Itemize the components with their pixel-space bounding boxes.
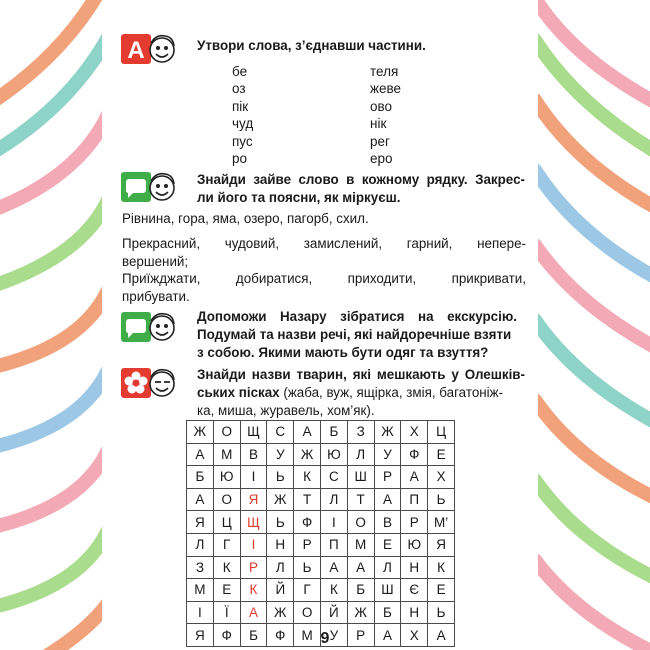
icon-letter: A xyxy=(127,37,145,64)
grid-cell[interactable]: Ю xyxy=(401,533,428,556)
grid-cell[interactable]: Ю xyxy=(213,466,240,489)
word-part: оз xyxy=(232,81,246,97)
task2-instruction-line2: ли його та поясни, як міркуєш. xyxy=(197,190,401,205)
word-part: теля xyxy=(370,64,399,79)
grid-cell[interactable]: С xyxy=(320,466,347,489)
task3-line1: Допоможи Назару зібратися на екскурсію. xyxy=(197,309,517,324)
grid-cell[interactable]: Щ xyxy=(240,421,267,444)
grid-cell[interactable]: К xyxy=(320,579,347,602)
grid-cell[interactable]: Р xyxy=(294,533,321,556)
grid-cell[interactable]: Л xyxy=(320,488,347,511)
grid-cell[interactable]: Ж xyxy=(267,488,294,511)
word-part: еро xyxy=(370,151,393,167)
grid-cell[interactable]: Н xyxy=(267,533,294,556)
grid-cell[interactable]: С xyxy=(267,421,294,444)
grid-cell[interactable]: Ж xyxy=(374,421,401,444)
grid-cell[interactable]: А xyxy=(240,601,267,624)
task2-row3-line1: Приїжджати, добиратися, приходити, прикривати, xyxy=(122,271,526,286)
grid-cell[interactable]: К xyxy=(240,579,267,602)
grid-cell[interactable]: Г xyxy=(294,579,321,602)
grid-cell[interactable]: Ф xyxy=(401,443,428,466)
word-part: чуд xyxy=(232,116,254,132)
grid-cell[interactable]: А xyxy=(347,556,374,579)
grid-cell[interactable]: Ж xyxy=(294,443,321,466)
grid-cell[interactable]: І xyxy=(240,533,267,556)
grid-row xyxy=(187,511,455,534)
grid-cell[interactable]: Ж xyxy=(347,601,374,624)
grid-cell[interactable]: М xyxy=(213,443,240,466)
grid-cell[interactable]: М xyxy=(347,533,374,556)
grid-cell[interactable]: Б xyxy=(240,624,267,647)
grid-cell[interactable]: Й xyxy=(320,601,347,624)
speech-bubble-icon xyxy=(120,311,176,343)
grid-cell[interactable]: Ж xyxy=(267,601,294,624)
grid-cell[interactable]: В xyxy=(374,511,401,534)
grid-row xyxy=(187,601,455,624)
word-part: жеве xyxy=(370,81,402,97)
grid-cell[interactable]: Ь xyxy=(267,511,294,534)
grid-cell[interactable]: Ш xyxy=(374,579,401,602)
grid-cell[interactable]: А xyxy=(374,624,401,647)
word-part: нік xyxy=(370,116,387,132)
grid-cell[interactable]: А xyxy=(374,488,401,511)
grid-cell[interactable]: Щ xyxy=(240,511,267,534)
grid-cell[interactable]: О xyxy=(213,421,240,444)
grid-cell[interactable]: Х xyxy=(401,624,428,647)
task3-line3: з собою. Якими мають бути одяг та взуття? xyxy=(197,345,489,360)
grid-cell[interactable]: А xyxy=(320,556,347,579)
grid-cell[interactable]: А xyxy=(401,466,428,489)
grid-cell[interactable]: О xyxy=(347,511,374,534)
left-parts-column xyxy=(232,63,292,167)
grid-cell[interactable]: П xyxy=(401,488,428,511)
grid-cell[interactable]: У xyxy=(374,443,401,466)
grid-cell[interactable]: І xyxy=(187,601,214,624)
grid-cell[interactable]: Я xyxy=(428,533,455,556)
task3-line2: Подумай та назви речі, які найдоречніше взяти xyxy=(197,327,512,342)
grid-cell[interactable]: Й xyxy=(267,579,294,602)
grid-cell[interactable]: Я xyxy=(187,624,214,647)
grid-row xyxy=(187,466,455,489)
grid-cell[interactable]: А xyxy=(187,488,214,511)
grid-cell[interactable]: Е xyxy=(428,443,455,466)
grid-cell[interactable]: І xyxy=(320,511,347,534)
grid-cell[interactable]: В xyxy=(240,443,267,466)
right-parts-column xyxy=(370,63,450,167)
grid-cell[interactable]: Б xyxy=(374,601,401,624)
task4-line2 xyxy=(197,384,527,402)
grid-cell[interactable]: Е xyxy=(213,579,240,602)
grid-cell[interactable]: Л xyxy=(347,443,374,466)
grid-cell[interactable]: З xyxy=(347,421,374,444)
grid-row xyxy=(187,533,455,556)
task2-row2-line1: Прекрасний, чудовий, замислений, гарний, непере- xyxy=(122,236,526,251)
grid-row xyxy=(187,421,455,444)
word-part: пус xyxy=(232,133,253,149)
grid-cell[interactable]: Б xyxy=(187,466,214,489)
grid-row xyxy=(187,556,455,579)
grid-cell[interactable]: К xyxy=(428,556,455,579)
grid-cell[interactable]: Л xyxy=(374,556,401,579)
grid-cell[interactable]: Я xyxy=(187,511,214,534)
grid-cell[interactable]: О xyxy=(294,601,321,624)
word-part: ово xyxy=(370,98,393,114)
grid-cell[interactable]: М xyxy=(187,579,214,602)
grid-cell[interactable]: У xyxy=(267,443,294,466)
grid-cell[interactable]: М xyxy=(294,624,321,647)
grid-cell[interactable]: Р xyxy=(347,624,374,647)
word-part: бе xyxy=(232,64,248,79)
grid-cell[interactable]: Г xyxy=(213,533,240,556)
grid-cell[interactable]: Ш xyxy=(347,466,374,489)
task2-row2-line2: вершений; xyxy=(122,254,189,269)
grid-cell[interactable]: Н xyxy=(401,556,428,579)
grid-row xyxy=(187,488,455,511)
grid-cell[interactable]: А xyxy=(294,421,321,444)
grid-cell[interactable]: Б xyxy=(347,579,374,602)
letter-a-face-icon xyxy=(120,33,176,65)
grid-cell[interactable]: Х xyxy=(428,466,455,489)
page-number: 9 xyxy=(320,630,330,647)
grid-cell[interactable]: Х xyxy=(401,421,428,444)
grid-cell[interactable]: Е xyxy=(374,533,401,556)
grid-cell[interactable]: Ь xyxy=(428,601,455,624)
grid-cell[interactable]: Т xyxy=(347,488,374,511)
task2-instruction-line1: Знайди зайве слово в кожному рядку. Закрес- xyxy=(197,172,525,187)
grid-cell[interactable]: Ц xyxy=(428,421,455,444)
grid-cell[interactable]: З xyxy=(187,556,214,579)
grid-cell[interactable]: У xyxy=(320,624,347,647)
grid-cell[interactable]: А xyxy=(428,624,455,647)
task4-line2-rest: (жаба, вуж, ящірка, змія, багатоніж- xyxy=(279,385,504,400)
grid-row xyxy=(187,579,455,602)
grid-cell[interactable]: Ь xyxy=(294,556,321,579)
task1-instruction: Утвори слова, з’єднавши частини. xyxy=(197,38,426,53)
word-part: ро xyxy=(232,151,248,167)
grid-cell[interactable]: Є xyxy=(401,579,428,602)
grid-cell[interactable]: Р xyxy=(401,511,428,534)
word-part: пік xyxy=(232,98,249,114)
grid-row xyxy=(187,443,455,466)
grid-cell[interactable]: А xyxy=(187,443,214,466)
grid-cell[interactable]: П xyxy=(320,533,347,556)
grid-cell[interactable]: Ь xyxy=(267,466,294,489)
grid-cell[interactable]: Л xyxy=(187,533,214,556)
grid-cell[interactable]: Ї xyxy=(213,601,240,624)
task2-row3-line2: прибувати. xyxy=(122,289,190,304)
speech-bubble-icon xyxy=(120,171,176,203)
grid-cell[interactable]: Ж xyxy=(187,421,214,444)
task4-line3: ка, миша, журавель, хом’як). xyxy=(197,403,375,418)
task2-row1: Рівнина, гора, яма, озеро, пагорб, схил. xyxy=(122,211,369,226)
grid-cell[interactable]: Ц xyxy=(213,511,240,534)
grid-cell[interactable]: Т xyxy=(294,488,321,511)
grid-cell[interactable]: Н xyxy=(401,601,428,624)
task4-line1: Знайди назви тварин, які мешкають у Олешків- xyxy=(197,367,525,382)
grid-cell[interactable]: М’ xyxy=(428,511,455,534)
grid-cell[interactable]: О xyxy=(213,488,240,511)
grid-cell[interactable]: Л xyxy=(267,556,294,579)
word-search-grid xyxy=(186,420,455,647)
grid-cell[interactable]: Ф xyxy=(294,511,321,534)
grid-cell[interactable]: К xyxy=(294,466,321,489)
grid-cell[interactable]: І xyxy=(240,466,267,489)
grid-cell[interactable]: К xyxy=(213,556,240,579)
grid-cell[interactable]: Я xyxy=(240,488,267,511)
grid-cell[interactable]: Р xyxy=(240,556,267,579)
grid-cell[interactable]: Ю xyxy=(320,443,347,466)
grid-cell[interactable]: Ь xyxy=(428,488,455,511)
word-part: рег xyxy=(370,133,390,149)
grid-cell[interactable]: Р xyxy=(374,466,401,489)
flower-icon xyxy=(120,367,176,399)
task4-line2-bold: ських пісках xyxy=(197,385,280,400)
grid-cell[interactable]: Ф xyxy=(267,624,294,647)
grid-cell[interactable]: Ф xyxy=(213,624,240,647)
grid-cell[interactable]: Б xyxy=(320,421,347,444)
grid-cell[interactable]: Е xyxy=(428,579,455,602)
